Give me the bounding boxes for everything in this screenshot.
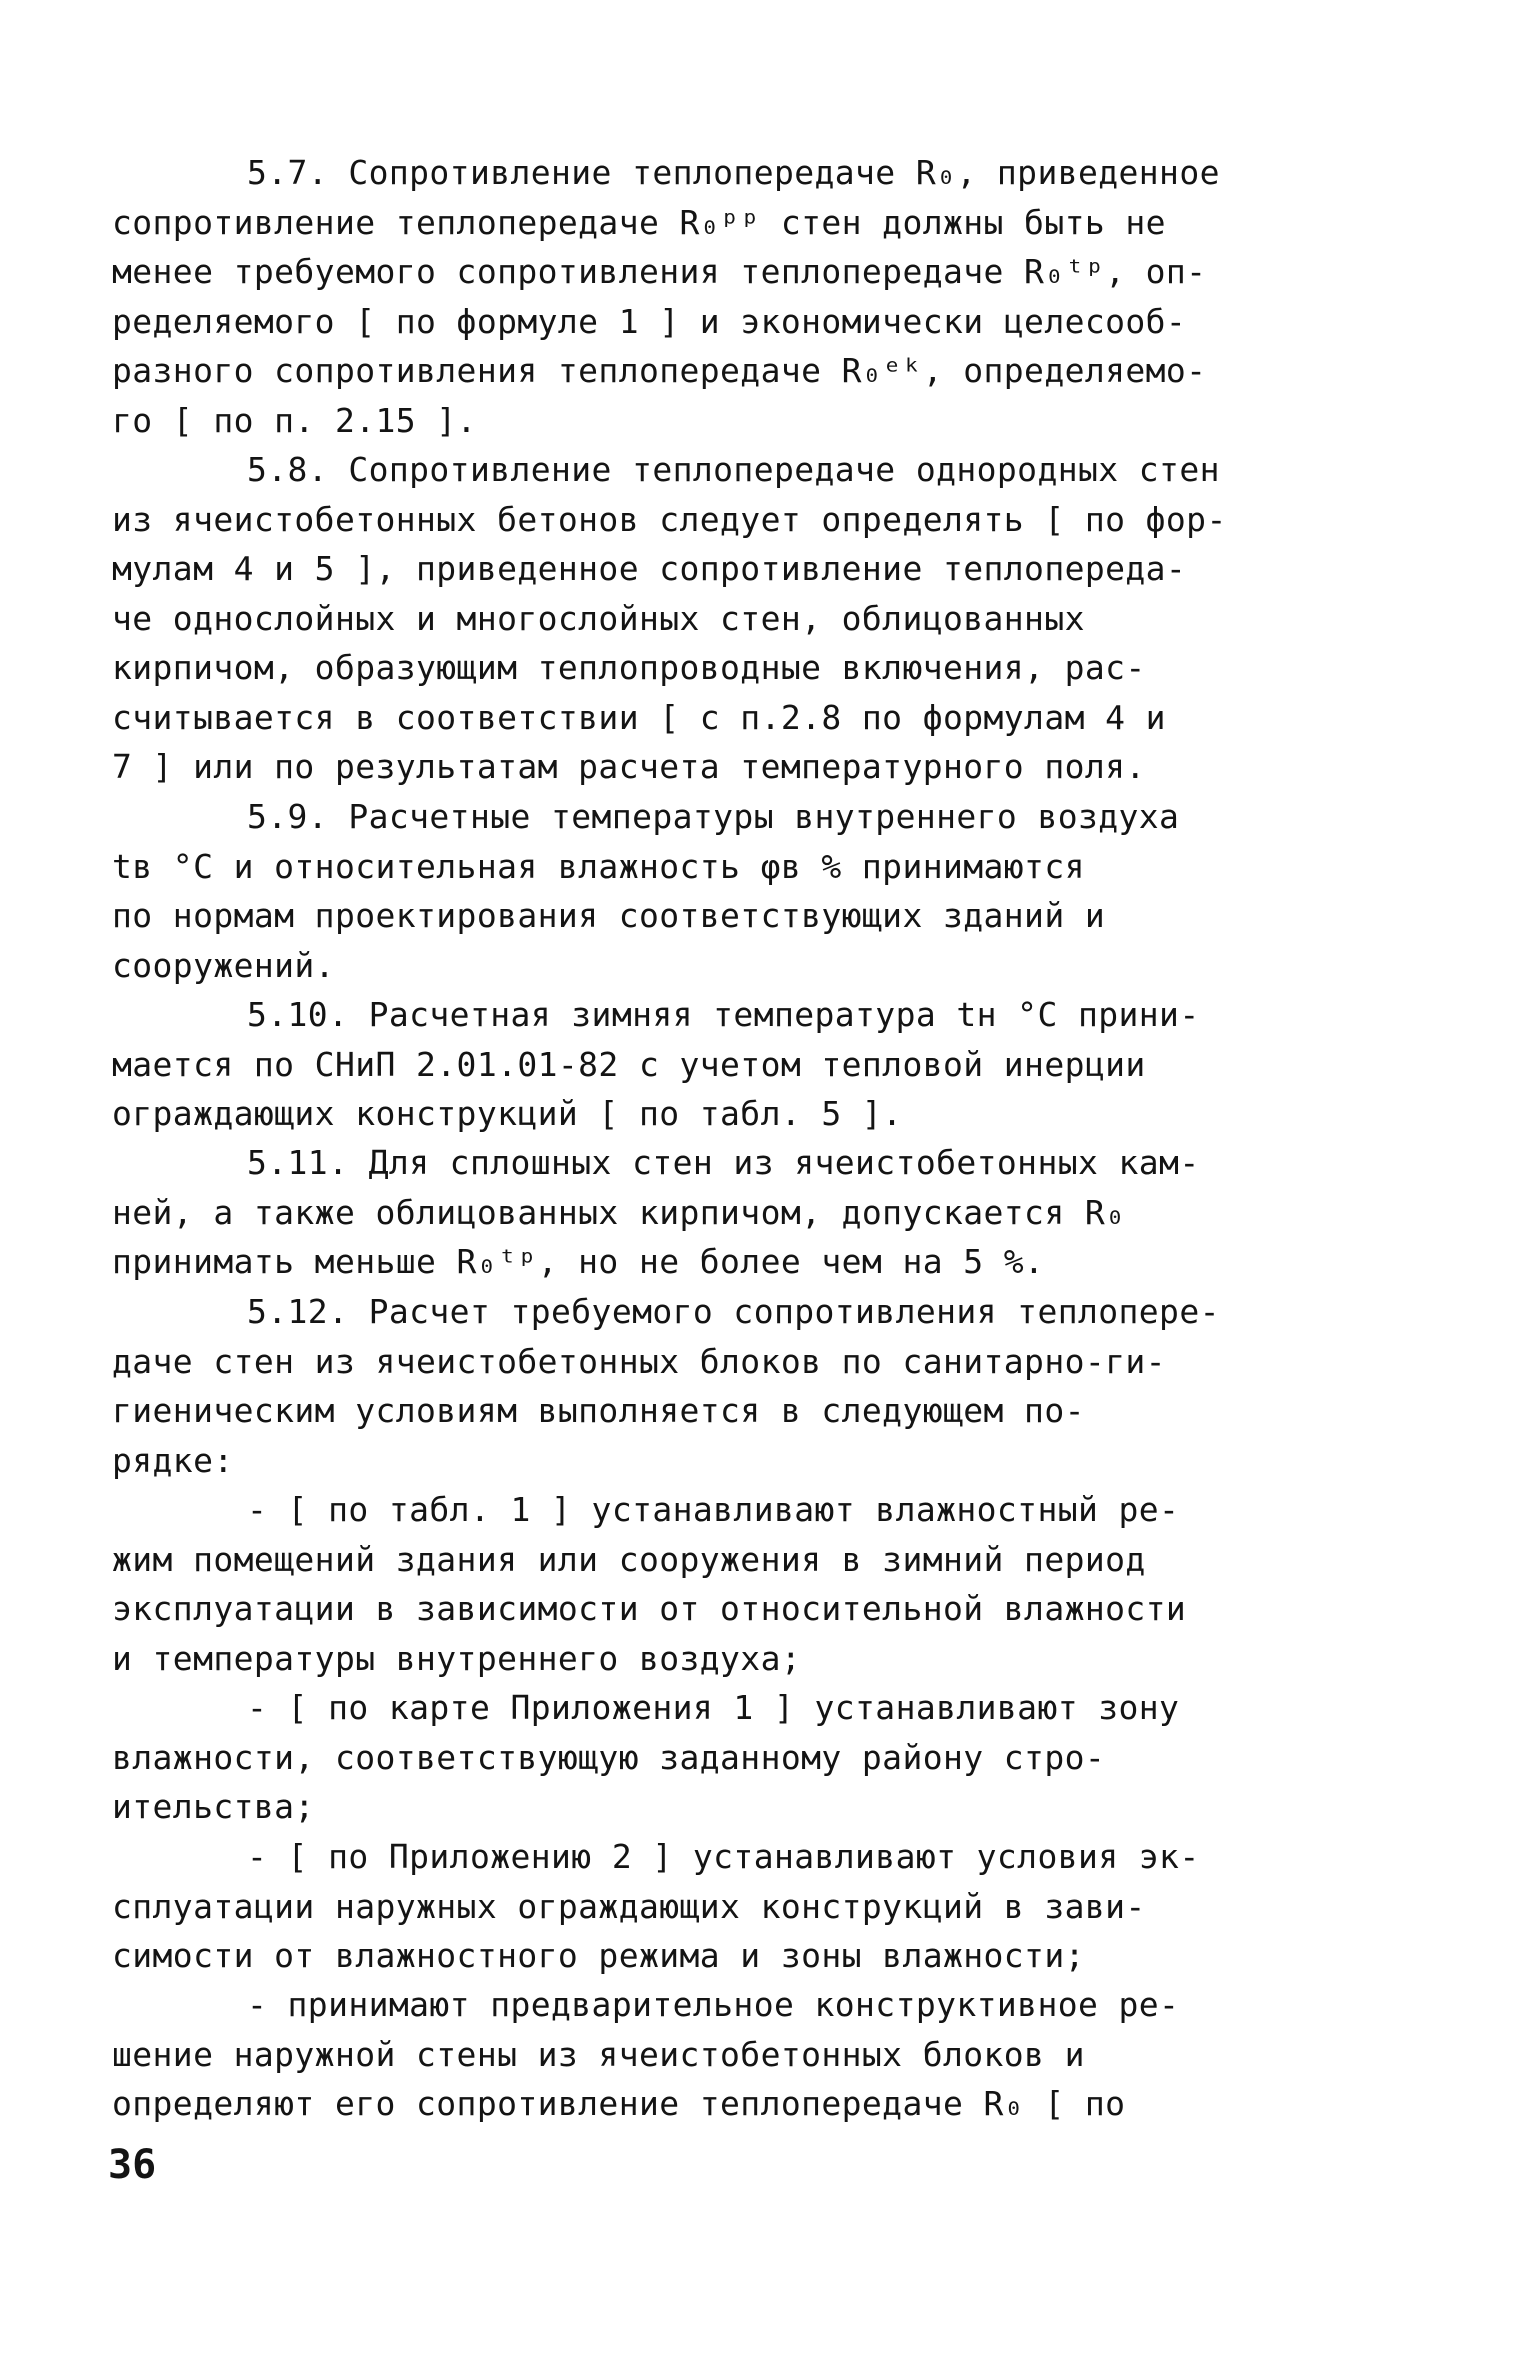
- text-line: 5.8. Сопротивление теплопередаче однородных стен: [247, 450, 1220, 489]
- text-line: влажности, соответствующую заданному району стро-: [112, 1737, 1106, 1777]
- text-line: и температуры внутреннего воздуха;: [112, 1638, 802, 1678]
- text-line: симости от влажностного режима и зоны влажности;: [112, 1936, 1085, 1975]
- text-line: эксплуатации в зависимости от относительной влажности: [112, 1589, 1187, 1628]
- paragraph-5-8: [112, 445, 1412, 792]
- text-line: по нормам проектирования соответствующих зданий и: [112, 896, 1106, 935]
- text-line: 7 ] или по результатам расчета температурного поля.: [112, 747, 1146, 786]
- text-line: принимать меньше R₀ᵗᵖ, но не более чем на 5 %.: [112, 1242, 1045, 1281]
- text-line: 5.12. Расчет требуемого сопротивления теплопере-: [247, 1292, 1220, 1331]
- list-item: [112, 1683, 1412, 1832]
- text-line: даче стен из ячеистобетонных блоков по санитарно-ги-: [112, 1341, 1166, 1381]
- text-line: 5.7. Сопротивление теплопередаче R₀, приведенное: [247, 153, 1220, 192]
- page-number: 36: [108, 2142, 157, 2188]
- text-line: рядке:: [112, 1440, 234, 1480]
- paragraph-5-10: [112, 990, 1412, 1139]
- text-line: считывается в соответствии [ с п.2.8 по формулам 4 и: [112, 697, 1166, 737]
- text-line: че однослойных и многослойных стен, облицованных: [112, 598, 1085, 638]
- text-line: tв °С и относительная влажность φв % принимаются: [112, 846, 1085, 886]
- text-line: - [ по Приложению 2 ] устанавливают условия эк-: [247, 1837, 1200, 1876]
- text-line: из ячеистобетонных бетонов следует определять [ по фор-: [112, 499, 1227, 539]
- text-line: - [ по табл. 1 ] устанавливают влажностный ре-: [247, 1490, 1180, 1529]
- text-line: сопротивление теплопередаче R₀ᵖᵖ стен должны быть не: [112, 202, 1166, 242]
- text-line: 5.10. Расчетная зимняя температура tн °С прини-: [247, 995, 1200, 1034]
- text-line: 5.9. Расчетные температуры внутреннего воздуха: [247, 797, 1180, 836]
- text-line: 5.11. Для сплошных стен из ячеистобетонных кам-: [247, 1143, 1200, 1182]
- list-item: [112, 1485, 1412, 1683]
- text-line: кирпичом, образующим теплопроводные включения, рас-: [112, 648, 1146, 687]
- text-line: сплуатации наружных ограждающих конструкций в зави-: [112, 1886, 1146, 1926]
- text-line: менее требуемого сопротивления теплопередаче R₀ᵗᵖ, оп-: [112, 252, 1207, 291]
- list-item: [112, 1832, 1412, 1981]
- text-line: сооружений.: [112, 945, 335, 985]
- text-line: ограждающих конструкций [ по табл. 5 ].: [112, 1094, 903, 1133]
- text-line: - [ по карте Приложения 1 ] устанавливают зону: [247, 1688, 1180, 1727]
- paragraph-5-9: [112, 792, 1412, 990]
- text-line: жим помещений здания или сооружения в зимний период: [112, 1539, 1146, 1579]
- text-line: гиеническим условиям выполняется в следующем по-: [112, 1391, 1085, 1430]
- text-line: мулам 4 и 5 ], приведенное сопротивление теплопереда-: [112, 549, 1187, 588]
- text-line: разного сопротивления теплопередаче R₀ᵉᵏ, определяемо-: [112, 351, 1207, 390]
- list-item: [112, 1980, 1412, 2129]
- text-line: го [ по п. 2.15 ].: [112, 400, 477, 440]
- text-line: - принимают предварительное конструктивное ре-: [247, 1985, 1180, 2024]
- text-line: ительства;: [112, 1787, 315, 1826]
- text-line: ней, а также облицованных кирпичом, допускается R₀: [112, 1192, 1126, 1232]
- paragraph-5-12: [112, 1287, 1412, 1485]
- text-line: ределяемого [ по формуле 1 ] и экономически целесооб-: [112, 301, 1187, 341]
- text-line: мается по СНиП 2.01.01-82 с учетом тепловой инерции: [112, 1044, 1146, 1084]
- text-line: шение наружной стены из ячеистобетонных блоков и: [112, 2034, 1085, 2074]
- paragraph-5-7: [112, 148, 1412, 445]
- text-line: определяют его сопротивление теплопередаче R₀ [ по: [112, 2084, 1126, 2123]
- paragraph-5-11: [112, 1138, 1412, 1287]
